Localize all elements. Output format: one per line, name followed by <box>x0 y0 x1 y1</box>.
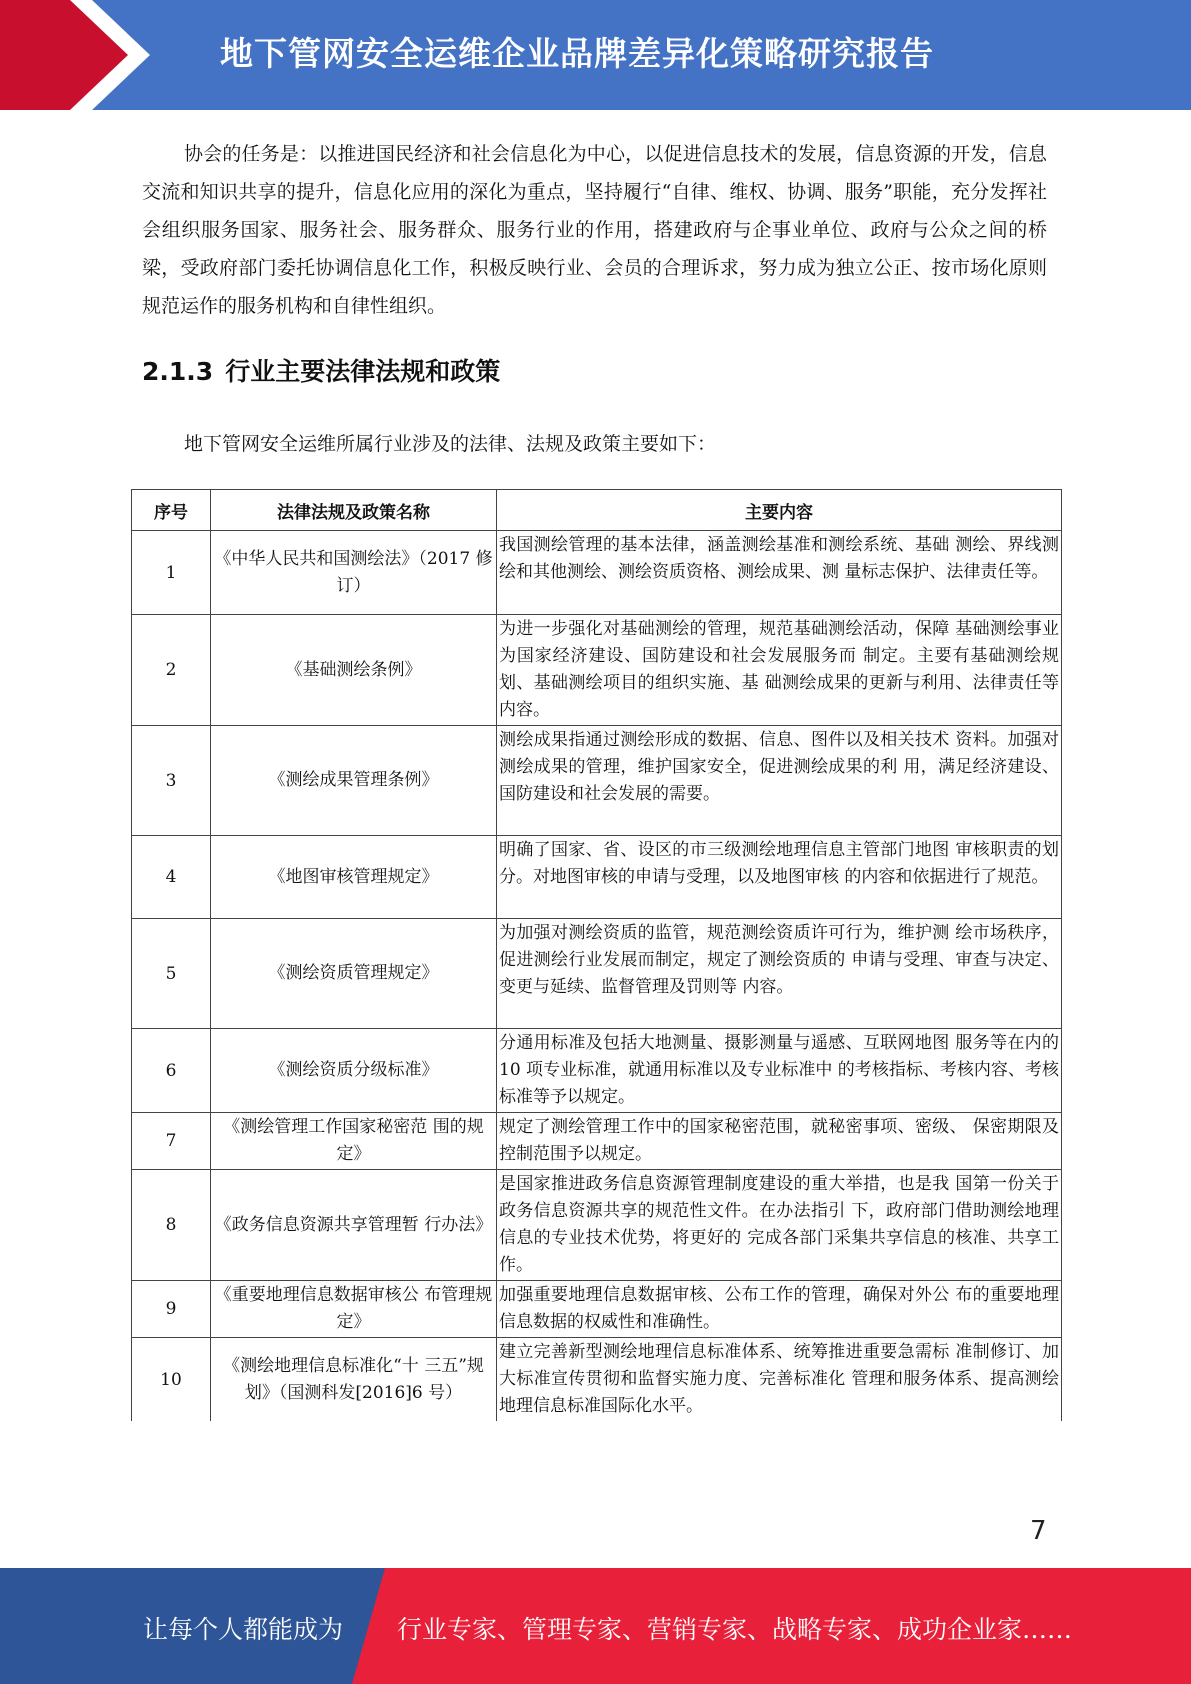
row-content: 规定了测绘管理工作中的国家秘密范围，就秘密事项、密级、 保密期限及控制范围予以规定。 <box>497 1113 1062 1170</box>
intro-paragraph: 协会的任务是：以推进国民经济和社会信息化为中心，以促进信息技术的发展，信息资源的开发，信息交流和知识共享的提升，信息化应用的深化为重点，坚持履行“自律、维权、协调、服务”职能，充分发挥社会组织服务国家、服务社会、服务群众、服务行业的作用，搭建政府与企事业单位、政府与公众之间的桥梁，受政府部门委托协调信息化工作，积极反映行业、会员的合理诉求，努力成为独立公正、按市场化原则规范运作的服务机构和自律性组织。 <box>142 143 1047 317</box>
row-content: 测绘成果指通过测绘形成的数据、信息、图件以及相关技术 资料。加强对测绘成果的管理，维护国家安全，促进测绘成果的利 用，满足经济建设、国防建设和社会发展的需要。 <box>497 726 1062 836</box>
row-name: 《测绘管理工作国家秘密范 围的规定》 <box>211 1113 497 1170</box>
footer-slogan-left: 让每个人都能成为 <box>143 1615 344 1644</box>
row-index: 10 <box>132 1338 211 1422</box>
report-title: 地下管网安全运维企业品牌差异化策略研究报告 <box>220 34 934 73</box>
table-row <box>132 1029 1062 1113</box>
laws-table <box>131 489 1062 1421</box>
row-content: 为进一步强化对基础测绘的管理，规范基础测绘活动，保障 基础测绘事业为国家经济建设、国防建设和社会发展服务而 制定。主要有基础测绘规划、基础测绘项目的组织实施、基 础测绘成果的更新与利用、法律责任等内容。 <box>497 615 1062 726</box>
row-content: 加强重要地理信息数据审核、公布工作的管理，确保对外公 布的重要地理信息数据的权威性和准确性。 <box>497 1281 1062 1338</box>
row-index: 7 <box>132 1113 211 1170</box>
header-banner <box>0 0 1191 110</box>
row-content: 建立完善新型测绘地理信息标准体系、统筹推进重要急需标 准制修订、加大标准宣传贯彻和监督实施力度、完善标准化 管理和服务体系、提高测绘地理信息标准国际化水平。 <box>497 1338 1062 1422</box>
row-name: 《测绘地理信息标准化“十 三五”规划》（国测科发[2016]6 号） <box>211 1338 497 1422</box>
row-content: 分通用标准及包括大地测量、摄影测量与遥感、互联网地图 服务等在内的 10 项专业标准，就通用标准以及专业标准中 的考核指标、考核内容、考核标准等予以规定。 <box>497 1029 1062 1113</box>
table-row <box>132 836 1062 919</box>
section-heading <box>142 352 500 388</box>
row-index: 5 <box>132 919 211 1029</box>
section-title: 行业主要法律法规和政策 <box>225 357 501 386</box>
table-row <box>132 1338 1062 1422</box>
row-index: 4 <box>132 836 211 919</box>
row-index: 9 <box>132 1281 211 1338</box>
lead-paragraph: 地下管网安全运维所属行业涉及的法律、法规及政策主要如下： <box>184 433 717 455</box>
row-content: 明确了国家、省、设区的市三级测绘地理信息主管部门地图 审核职责的划分。对地图审核的申请与受理，以及地图审核 的内容和依据进行了规范。 <box>497 836 1062 919</box>
table-row <box>132 1113 1062 1170</box>
page-number: 7 <box>1030 1516 1047 1546</box>
header-index: 序号 <box>132 490 211 531</box>
header-content: 主要内容 <box>497 490 1062 531</box>
row-content: 我国测绘管理的基本法律，涵盖测绘基准和测绘系统、基础 测绘、界线测绘和其他测绘、测绘资质资格、测绘成果、测 量标志保护、法律责任等。 <box>497 531 1062 615</box>
table-row <box>132 919 1062 1029</box>
row-name: 《重要地理信息数据审核公 布管理规定》 <box>211 1281 497 1338</box>
section-number: 2.1.3 <box>142 357 214 386</box>
footer-banner <box>0 1568 1191 1684</box>
row-name: 《政务信息资源共享管理暂 行办法》 <box>211 1170 497 1281</box>
row-index: 3 <box>132 726 211 836</box>
table-header-row <box>132 490 1062 531</box>
row-index: 1 <box>132 531 211 615</box>
row-index: 6 <box>132 1029 211 1113</box>
footer-slogan-right: 行业专家、管理专家、营销专家、战略专家、成功企业家…… <box>397 1615 1073 1644</box>
table-row <box>132 1281 1062 1338</box>
row-name: 《基础测绘条例》 <box>211 615 497 726</box>
row-name: 《测绘资质管理规定》 <box>211 919 497 1029</box>
row-name: 《测绘资质分级标准》 <box>211 1029 497 1113</box>
row-content: 为加强对测绘资质的监管，规范测绘资质许可行为，维护测 绘市场秩序，促进测绘行业发展而制定，规定了测绘资质的 申请与受理、审查与决定、变更与延续、监督管理及罚则等 内容。 <box>497 919 1062 1029</box>
table-row <box>132 726 1062 836</box>
row-name: 《地图审核管理规定》 <box>211 836 497 919</box>
table-row <box>132 1170 1062 1281</box>
row-name: 《中华人民共和国测绘法》（2017 修订） <box>211 531 497 615</box>
header-name: 法律法规及政策名称 <box>211 490 497 531</box>
row-index: 2 <box>132 615 211 726</box>
row-index: 8 <box>132 1170 211 1281</box>
table-row <box>132 615 1062 726</box>
row-content: 是国家推进政务信息资源管理制度建设的重大举措，也是我 国第一份关于政务信息资源共享的规范性文件。在办法指引 下，政府部门借助测绘地理信息的专业技术优势，将更好的 完成各部门采集共享信息的核准、共享工作。 <box>497 1170 1062 1281</box>
row-name: 《测绘成果管理条例》 <box>211 726 497 836</box>
table-row <box>132 531 1062 615</box>
